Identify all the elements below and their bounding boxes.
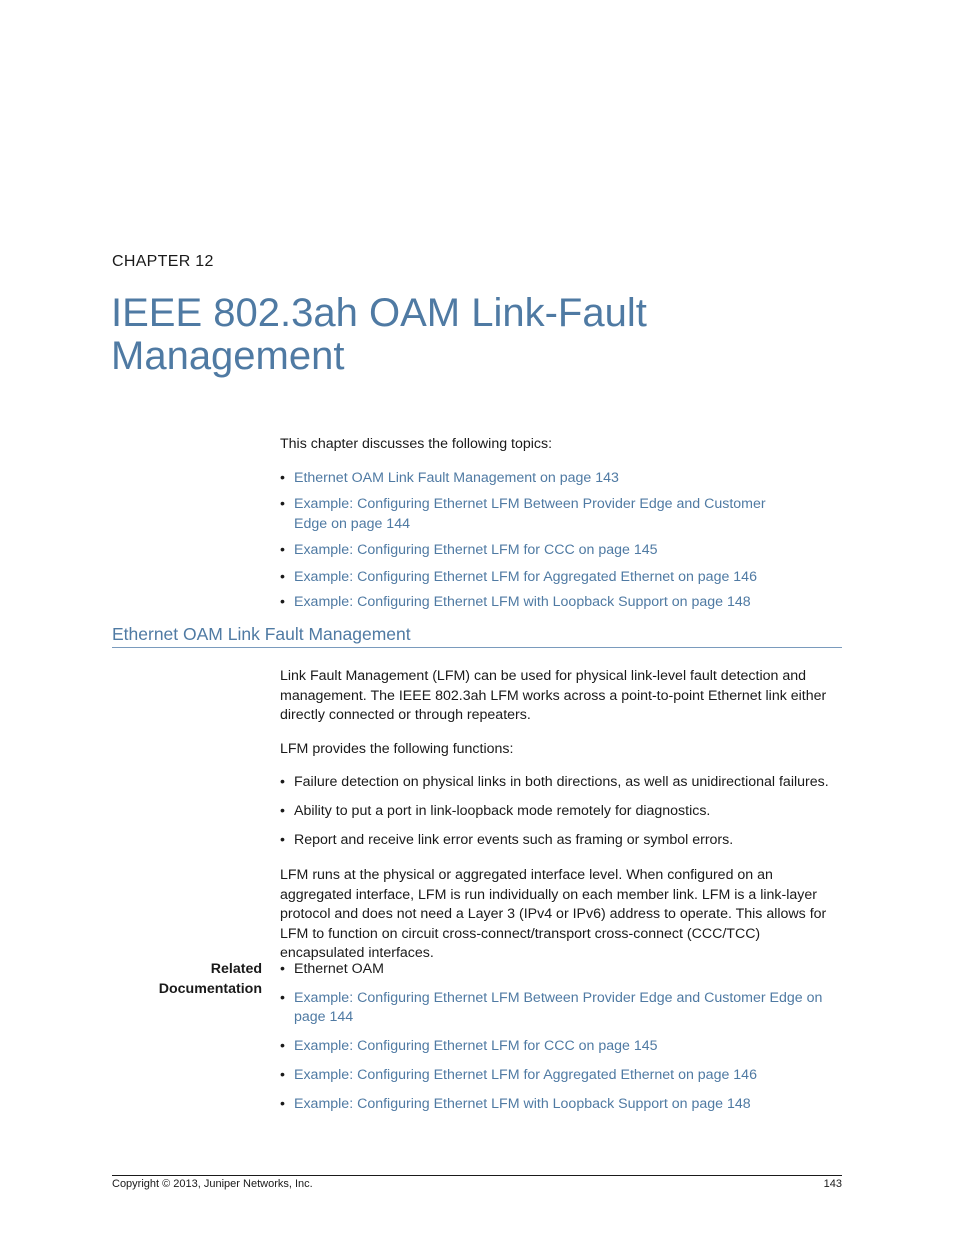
section-paragraph: LFM provides the following functions: — [280, 741, 514, 757]
topic-link[interactable]: Example: Configuring Ethernet LFM with Loopback Support on page 148 — [294, 594, 751, 610]
topic-link[interactable]: Ethernet OAM Link Fault Management on page 143 — [294, 469, 619, 486]
list-item — [280, 831, 842, 851]
list-item — [280, 568, 842, 588]
bullet: • — [280, 1067, 285, 1083]
bullet: • — [280, 803, 285, 819]
bullet: • — [280, 496, 285, 512]
related-list — [280, 960, 842, 1114]
related-text: Ethernet OAM — [294, 961, 384, 977]
function-text: Failure detection on physical links in both directions, as well as unidirectional failures. — [294, 774, 829, 790]
list-item — [280, 1095, 842, 1115]
footer-copyright: Copyright © 2013, Juniper Networks, Inc. — [112, 1178, 313, 1190]
related-link[interactable]: Example: Configuring Ethernet LFM for Aggregated Ethernet on page 146 — [294, 1067, 757, 1083]
section-paragraph: Link Fault Management (LFM) can be used for physical link-level fault detection and management. The IEEE 802.3ah LFM works across a point-to-point Ethernet link either directly connected or through repeaters. — [280, 668, 827, 723]
topic-link[interactable]: Example: Configuring Ethernet LFM Between Provider Edge and Customer Edge on page 144 — [294, 496, 766, 532]
topic-list — [280, 469, 842, 613]
bullet: • — [280, 568, 285, 585]
section-heading: Ethernet OAM Link Fault Management — [112, 624, 842, 648]
bullet: • — [280, 594, 285, 610]
related-link[interactable]: Example: Configuring Ethernet LFM with Loopback Support on page 148 — [294, 1095, 751, 1112]
list-item — [280, 593, 842, 613]
list-item — [280, 495, 842, 534]
list-item — [280, 1037, 842, 1057]
list-item — [280, 960, 842, 980]
bullet: • — [280, 774, 285, 790]
function-text: Report and receive link error events such as framing or symbol errors. — [294, 832, 734, 848]
list-item — [280, 541, 842, 561]
list-item — [280, 989, 842, 1028]
intro-text: This chapter discusses the following topics: — [280, 436, 553, 452]
topic-link[interactable]: Example: Configuring Ethernet LFM for CCC on page 145 — [294, 542, 658, 558]
bullet: • — [280, 832, 285, 848]
list-item — [280, 469, 842, 489]
list-item — [280, 773, 842, 793]
intro-block — [280, 435, 842, 613]
list-item — [280, 802, 842, 822]
footer-rule — [112, 1175, 842, 1176]
section-paragraph: LFM runs at the physical or aggregated interface level. When configured on an aggregated interface, LFM is run individually on each member link. LFM is a link-layer protocol and does not need a Layer 3 (IPv4 or IPv6) address to operate. This allows for LFM to function on circuit cross-connect/transport cross-connect (CCC/TCC) encapsulated interfaces. — [280, 867, 827, 961]
bullet: • — [280, 961, 285, 977]
topic-link[interactable]: Example: Configuring Ethernet LFM for Aggregated Ethernet on page 146 — [294, 568, 757, 585]
footer-page-number: 143 — [823, 1178, 842, 1190]
related-label-line: Documentation — [158, 980, 262, 997]
bullet: • — [280, 542, 285, 558]
chapter-label: CHAPTER 12 — [112, 253, 214, 270]
chapter-title: IEEE 802.3ah OAM Link-Fault Management — [111, 291, 647, 378]
related-link[interactable]: Example: Configuring Ethernet LFM for CCC on page 145 — [294, 1038, 658, 1054]
related-documentation-label — [112, 960, 262, 999]
function-text: Ability to put a port in link-loopback mode remotely for diagnostics. — [294, 803, 711, 819]
bullet: • — [280, 1038, 285, 1054]
list-item — [280, 1066, 842, 1086]
related-link[interactable]: Example: Configuring Ethernet LFM Between Provider Edge and Customer Edge on page 144 — [294, 989, 823, 1025]
bullet: • — [280, 989, 285, 1006]
bullet: • — [280, 469, 285, 486]
related-label-line: Related — [210, 961, 262, 977]
bullet: • — [280, 1095, 285, 1112]
function-list — [280, 773, 842, 851]
